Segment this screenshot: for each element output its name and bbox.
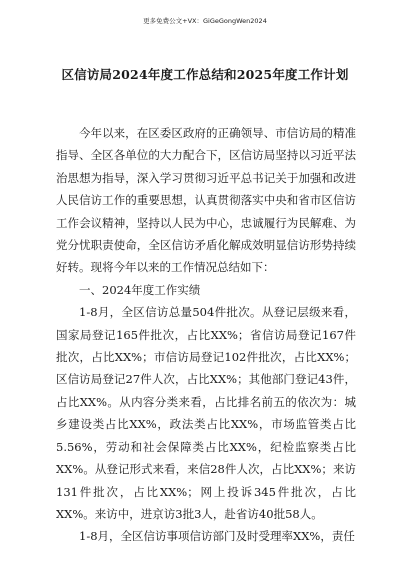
section-heading: 一、2024年度工作实绩	[79, 282, 201, 297]
paragraph-acceptance: 1-8月，全区信访事项信访部门及时受理率XX%，责任	[79, 529, 355, 544]
document-title: 区信访局2024年度工作总结和2025年度工作计划	[61, 67, 349, 82]
header-note: 更多免费公文+VX：GiGeGongWen2024	[143, 17, 267, 25]
paragraph-statistics: 1-8月，全区信访总量504件批次。从登记层级来看，国家局登记165件批次，占比XX%；省信访局登记167件批次，占比XX%；市信访局登记102件批次，占比XX%；区信访局登记27件人次，占比XX%；其他部门登记43件，占比XX%。从内容分类来看，占比排名前五的依次为：城乡建设类占比XX%，政法类占比XX%，市场监管类占比5.56%，劳动和社会保障类占比XX%，纪检监察类占比XX%。从登记形式来看，来信28件人次，占比XX%；来访131件批次，占比XX%；网上投诉345件批次，占比XX%。来访中，进京访3批3人，赴省访40批58人。	[56, 305, 356, 521]
paragraph-intro: 今年以来，在区委区政府的正确领导、市信访局的精准指导、全区各单位的大力配合下，区信访局坚持以习近平法治思想为指导，深入学习贯彻习近平总书记关于加强和改进人民信访工作的重要思想，认真贯彻落实中央和省市区信访工作会议精神，坚持以人民为中心，忠诚履行为民解难、为党分忧职责使命，全区信访矛盾化解成效明显信访形势持续好转。现将今年以来的工作情况总结如下：	[56, 126, 356, 275]
document-body	[56, 122, 356, 548]
